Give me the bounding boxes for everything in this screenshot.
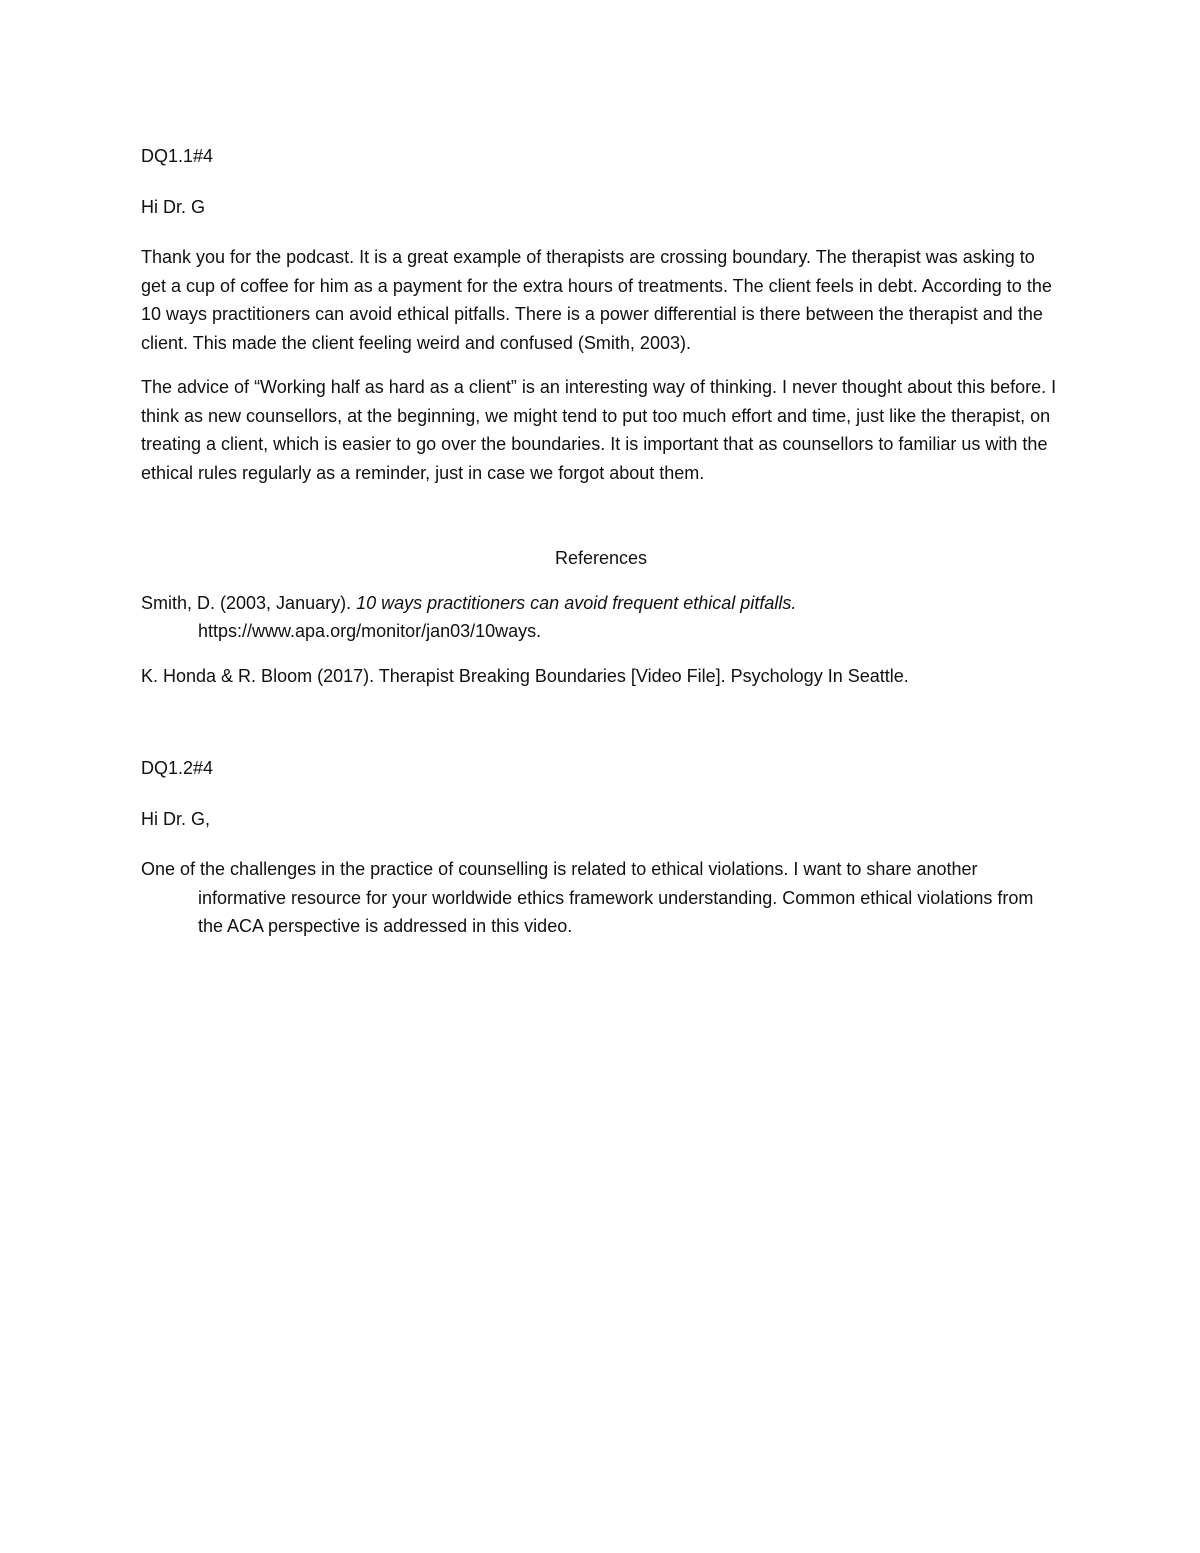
reference-smith-prefix: Smith, D. (2003, January). (141, 592, 357, 613)
section1-greeting: Hi Dr. G (141, 196, 206, 217)
reference-smith-title: 10 ways practitioners can avoid frequent ethical pitfalls. (356, 592, 797, 613)
document-body (141, 142, 1061, 957)
reference-smith-url: https://www.apa.org/monitor/jan03/10ways. (198, 621, 542, 641)
references-title: References (554, 548, 648, 568)
section2-paragraph-1: One of the challenges in the practice of counselling is related to ethical violations. I want to share another informative resource for your worldwide ethics framework understanding. Common ethical violations from the ACA perspective is addressed in this video. (141, 859, 1034, 936)
reference-entry-honda: K. Honda & R. Bloom (2017). Therapist Breaking Boundaries [Video File]. Psychology In Seattle. (141, 665, 909, 686)
section2-greeting: Hi Dr. G, (141, 808, 211, 829)
section1-paragraph-2: The advice of “Working half as hard as a client” is an interesting way of thinking. I never thought about this before. I think as new counsellors, at the beginning, we might tend to put too much effort and time, just like the therapist, on treating a client, which is easier to go over the boundaries. It is important that as counsellors to familiar us with the ethical rules regularly as a reminder, just in case we forgot about them. (141, 377, 1057, 483)
section2-heading: DQ1.2#4 (141, 758, 214, 778)
section1-paragraph-1: Thank you for the podcast. It is a great example of therapists are crossing boundary. The therapist was asking to get a cup of coffee for him as a payment for the extra hours of treatments. The client feels in debt. According to the 10 ways practitioners can avoid ethical pitfalls. There is a power differential is there between the therapist and the client. This made the client feeling weird and confused (Smith, 2003). (141, 247, 1052, 353)
section1-heading: DQ1.1#4 (141, 146, 214, 166)
reference-entry-smith (141, 589, 1061, 646)
section-spacer (141, 706, 1061, 754)
